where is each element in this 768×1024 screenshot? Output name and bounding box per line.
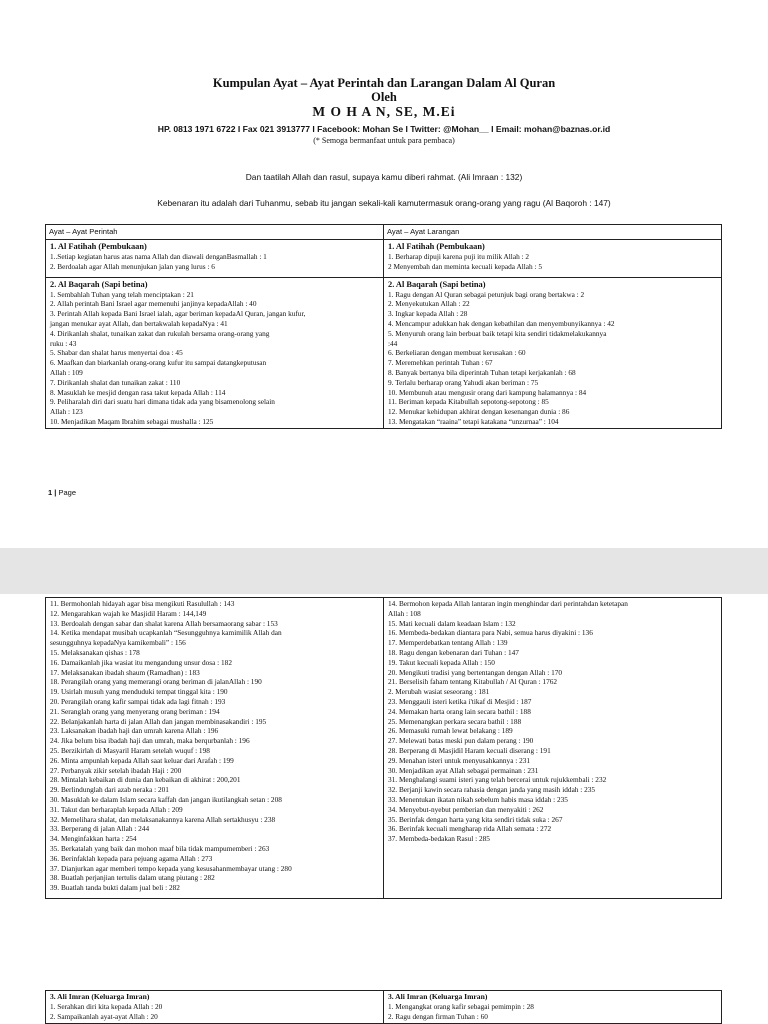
ayat-line: 33. Berperang di jalan Allah : 244: [50, 824, 150, 834]
ayat-line: 25. Memenangkan perkara secara bathil : 188: [388, 716, 522, 726]
ayat-line: 5. Menyuruh orang lain berbuat baik tetapi kita sendiri tidakmelakukannya: [388, 328, 607, 338]
ayat-line: 4. Mencampur adukkan hak dengan kebathilan dan menyembunyikannya : 42: [388, 318, 615, 328]
fatihah-larangan-cell: [384, 240, 722, 278]
document-page-2: [0, 594, 768, 1024]
baqarah-larangan-continued-cell: [384, 598, 722, 899]
column-header-larangan: Ayat – Ayat Larangan: [384, 225, 722, 240]
ayat-line: 1. Berharap dipuji karena puji itu milik Allah : 2: [388, 252, 530, 261]
section-title: 1. Al Fatihah (Pembukaan): [388, 242, 485, 251]
page-number: 1 | Page: [48, 488, 76, 497]
ayat-line: 27. Perbanyak zikir setelah ibadah Haji : 200: [50, 765, 182, 775]
ayat-line: 35. Berkatalah yang baik dan mohon maaf bila tidak mampumemberi : 263: [50, 843, 270, 853]
ayat-line: 13. Mengatakan “raaina” tetapi katakana “unzurnaa” : 104: [388, 416, 559, 426]
page-number-value: 1: [48, 488, 53, 497]
ayat-line: 35. Berinfak dengan harta yang kita sendiri tidak suka : 267: [388, 814, 563, 824]
ayat-line: 6. Berkeliaran dengan membuat kerusakan : 60: [388, 348, 526, 358]
ayat-line: 32. Memelihara shalat, dan melaksanakannya karena Allah sertakhusyu : 238: [50, 814, 276, 824]
ayat-line: 13. Berdoalah dengan sabar dan shalat karena Allah bersamaorang sabar : 153: [50, 618, 278, 628]
ayat-line: ruku : 43: [50, 338, 77, 348]
ayat-line: 7. Meremehkan perintah Tuhan : 67: [388, 358, 493, 368]
ayat-line: 1..Setiap kegiatan harus atas nama Allah dan diawali denganBasmallah : 1: [50, 252, 267, 261]
section-title: 3. Ali Imran (Keluarga Imran): [50, 992, 150, 1001]
ayat-line: Allah : 123: [50, 407, 83, 417]
ayat-line: 1. Mengangkat orang kafir sebagai pemimpin : 28: [388, 1002, 534, 1011]
ayat-line: 33. Menentukan ikatan nikah sebelum habis masa iddah : 235: [388, 794, 568, 804]
ayat-line: sesungguhnya kepadaNya kamikembali” : 156: [50, 638, 186, 648]
ayat-line: 8. Banyak bertanya bila diperintah Tuhan tetapi kerjakanlah : 68: [388, 367, 576, 377]
ayat-line: 5. Shabar dan shalat harus menyertai doa : 45: [50, 348, 183, 358]
ayat-line: 20. Perangilah orang kafir sampai tidak ada lagi fitnah : 193: [50, 696, 226, 706]
ayat-line: 7. Dirikanlah shalat dan tunaikan zakat : 110: [50, 377, 181, 387]
ayat-line: 4. Dirikanlah shalat, tunaikan zakat dan rukulah bersama orang-orang yang: [50, 328, 270, 338]
ayat-line: 2. Merubah wasiat seseorang : 181: [388, 687, 490, 697]
ayat-line: 28. Mintalah kebaikan di dunia dan kebaikan di akhirat : 200,201: [50, 775, 241, 785]
ayat-line: 11. Bermohonlah hidayah agar bisa mengikuti Rasulullah : 143: [50, 599, 235, 608]
ayat-line: 37. Dianjurkan agar memberi tempo kepada yang kesusahanmembayar utang : 280: [50, 863, 292, 873]
ayat-line: 16. Damaikanlah jika wasiat itu mengandung unsur dosa : 182: [50, 657, 232, 667]
ayat-line: 21. Berselisih faham tentang Kitabullah / Al Quran : 1762: [388, 677, 558, 687]
ayat-line: 37. Membeda-bedakan Rasul : 285: [388, 834, 490, 844]
ayat-line: 10. Membunuh atau mengusir orang dari kampung halamannya : 84: [388, 387, 587, 397]
ayat-line: 29. Berlindunglah dari azab neraka : 201: [50, 785, 169, 795]
author-name: M O H A N, SE, M.Ei: [312, 104, 456, 119]
ayat-line: 10. Menjadikan Maqam Ibrahim sebagai mushalla : 125: [50, 416, 214, 426]
ayat-line: 14. Ketika mendapat musibah ucapkanlah “Sesungguhnya kamimilik Allah dan: [50, 628, 282, 638]
ayat-line: 1. Serahkan diri kita kepada Allah : 20: [50, 1002, 163, 1011]
document-title: Kumpulan Ayat – Ayat Perintah dan Larangan Dalam Al Quran: [212, 76, 556, 90]
ayat-line: 11. Beriman kepada Kitabullah sepotong-sepotong : 85: [388, 397, 549, 407]
ayat-line: 30. Menjadikan ayat Allah sebagai permainan : 231: [388, 765, 539, 775]
page-gap: [0, 548, 768, 594]
contact-line: HP. 0813 1971 6722 I Fax 021 3913777 I Facebook: Mohan Se I Twitter: @Mohan__ I Email: mohan@baznas.or.id: [157, 124, 611, 134]
ayat-line: 28. Berperang di Masjidil Haram kecuali diserang : 191: [388, 745, 551, 755]
section-title: 2. Al Baqarah (Sapi betina): [388, 279, 486, 289]
ayat-line: 1. Ragu dengan Al Quran sebagai petunjuk bagi orang bertakwa : 2: [388, 289, 585, 299]
ayat-line: 38. Buatlah perjanjian tertulis dalam utang piutang : 282: [50, 873, 215, 883]
ayat-line: 17. Memperdebatkan tentang Allah : 139: [388, 638, 508, 648]
ayat-line: :44: [388, 338, 398, 348]
ayat-line: 15. Mati kecuali dalam keadaan Islam : 132: [388, 618, 516, 628]
ayat-line: 8. Masuklah ke mesjid dengan rasa takut kepada Allah : 114: [50, 387, 226, 397]
ayat-line: 9. Peliharalah diri dari suatu hari dimana tidak ada yang bisamenolong selain: [50, 397, 275, 407]
ayat-line: 9. Terlalu berharap orang Yahudi akan beriman : 75: [388, 377, 539, 387]
note-line: (* Semoga bermanfaat untuk para pembaca): [313, 136, 455, 145]
ayat-line: 14. Bermohon kepada Allah lantaran ingin menghindar dari perintahdan ketetapan: [388, 599, 628, 608]
page-label: Page: [58, 488, 76, 497]
section-title: 2. Al Baqarah (Sapi betina): [50, 279, 148, 289]
ayat-line: 30. Masuklah ke dalam Islam secara kaffah dan jangan ikutilangkah setan : 208: [50, 794, 282, 804]
imran-perintah-cell: [46, 991, 384, 1024]
ayat-line: 23. Laksanakan ibadah haji dan umrah karena Allah : 196: [50, 726, 219, 736]
ayat-line: 24. Memakan harta orang lain secara bathil : 188: [388, 706, 531, 716]
ayat-line: 1. Sembahlah Tuhan yang telah menciptakan : 21: [50, 289, 194, 299]
ayat-line: 34. Menginfakkan harta : 254: [50, 834, 137, 844]
ayat-line: Allah : 108: [388, 608, 421, 618]
ayat-line: 2. Allah perintah Bani Israel agar memenuhi janjinya kepadaAllah : 40: [50, 299, 257, 309]
ayat-line: 12. Mengarahkan wajah ke Masjidil Haram : 144,149: [50, 608, 207, 618]
ayat-line: 18. Ragu dengan kebenaran dari Tuhan : 147: [388, 647, 519, 657]
ayat-line: 2. Berdoalah agar Allah menunjukan jalan yang lurus : 6: [50, 261, 215, 271]
ayat-line: 34. Menyebut-nyebut pemberian dan menyakiti : 262: [388, 804, 544, 814]
ayat-line: 2. Sampaikanlah ayat-ayat Allah : 20: [50, 1011, 158, 1021]
ayat-table-ali-imran: [45, 990, 722, 1024]
baqarah-perintah-cell: [46, 277, 384, 428]
ayat-line: 3. Ingkar kepada Allah : 28: [388, 309, 468, 319]
ayat-line: 6. Maafkan dan biarkanlah orang-orang kufur itu sampai datangkeputusan: [50, 358, 267, 368]
ayat-line: 20. Mengikuti tradisi yang bertentangan dengan Allah : 170: [388, 667, 563, 677]
ayat-line: 24. Jika belum bisa ibadah haji dan umrah, maka berqurbanlah : 196: [50, 736, 250, 746]
ayat-line: 19. Usirlah musuh yang menduduki tempat tinggal kita : 190: [50, 687, 228, 697]
ayat-line: 25. Berzikirlah di Masyaril Haram setelah wuquf : 198: [50, 745, 210, 755]
quote-al-baqoroh: Kebenaran itu adalah dari Tuhanmu, sebab itu jangan sekali-kali kamutermasuk orang-orang yang ragu (Al Baqoroh : 147): [157, 198, 611, 208]
ayat-line: 32. Berjanji kawin secara rahasia dengan janda yang masih iddah : 235: [388, 785, 596, 795]
ayat-table-page-1: [45, 224, 722, 429]
baqarah-perintah-continued-cell: [46, 598, 384, 899]
ayat-line: 2 Menyembah dan meminta kecuali kepada Allah : 5: [388, 261, 542, 271]
imran-larangan-cell: [384, 991, 722, 1024]
ayat-line: 31. Takut dan berharaplah kepada Allah : 209: [50, 804, 183, 814]
ayat-line: jangan menukar ayat Allah, dan bertakwalah kepadaNya : 41: [50, 318, 228, 328]
ayat-line: 12. Menukar kehidupan akhirat dengan kesenangan dunia : 86: [388, 407, 570, 417]
ayat-line: 19. Takut kecuali kepada Allah : 150: [388, 657, 495, 667]
section-title: 1. Al Fatihah (Pembukaan): [50, 242, 147, 251]
ayat-line: 2. Ragu dengan firman Tuhan : 60: [388, 1011, 488, 1021]
section-title: 3. Ali Imran (Keluarga Imran): [388, 992, 488, 1001]
ayat-line: 16. Membeda-bedakan diantara para Nabi, semua harus diyakini : 136: [388, 628, 593, 638]
baqarah-larangan-cell: [384, 277, 722, 428]
ayat-line: 21. Seranglah orang yang menyerang orang beriman : 194: [50, 706, 220, 716]
ayat-line: 26. Memasuki rumah lewat belakang : 189: [388, 726, 513, 736]
ayat-line: 18. Perangilah orang yang memerangi orang beriman di jalanAllah : 190: [50, 677, 262, 687]
ayat-line: 17. Melaksanakan ibadah shaum (Ramadhan) : 183: [50, 667, 200, 677]
ayat-line: 36. Berinfak kecuali mengharap rida Allah semata : 272: [388, 824, 552, 834]
ayat-line: 36. Berinfaklah kepada para pejuang agama Allah : 273: [50, 853, 213, 863]
fatihah-perintah-cell: [46, 240, 384, 278]
quote-ali-imraan: Dan taatilah Allah dan rasul, supaya kamu diberi rahmat. (Ali Imraan : 132): [245, 172, 523, 182]
ayat-line: 26. Minta ampunlah kepada Allah saat keluar dari Arafah : 199: [50, 755, 234, 765]
ayat-line: 39. Buatlah tanda bukti dalam jual beli : 282: [50, 883, 180, 893]
ayat-line: 3. Perintah Allah kepada Bani Israel ialah, agar beriman kepadaAl Quran, jangan kufur,: [50, 309, 306, 319]
ayat-line: 15. Melaksanakan qishas : 178: [50, 647, 140, 657]
ayat-table-page-2: [45, 597, 722, 899]
ayat-line: 27. Melewati batas meski pun dalam perang : 190: [388, 736, 534, 746]
column-header-perintah: Ayat – Ayat Perintah: [46, 225, 384, 240]
ayat-line: Allah : 109: [50, 367, 83, 377]
ayat-line: 2. Menyekutukan Allah : 22: [388, 299, 470, 309]
ayat-line: 31. Menghalangi suami isteri yang telah bercerai untuk rujukkembali : 232: [388, 775, 607, 785]
ayat-line: 23. Menggauli isteri ketika i'tikaf di Mesjid : 187: [388, 696, 532, 706]
ayat-line: 22. Belanjakanlah harta di jalan Allah dan jangan membinasakandiri : 195: [50, 716, 267, 726]
author-prefix: Oleh: [371, 90, 397, 104]
ayat-line: 29. Menahan isteri untuk menyusahkannya : 231: [388, 755, 531, 765]
